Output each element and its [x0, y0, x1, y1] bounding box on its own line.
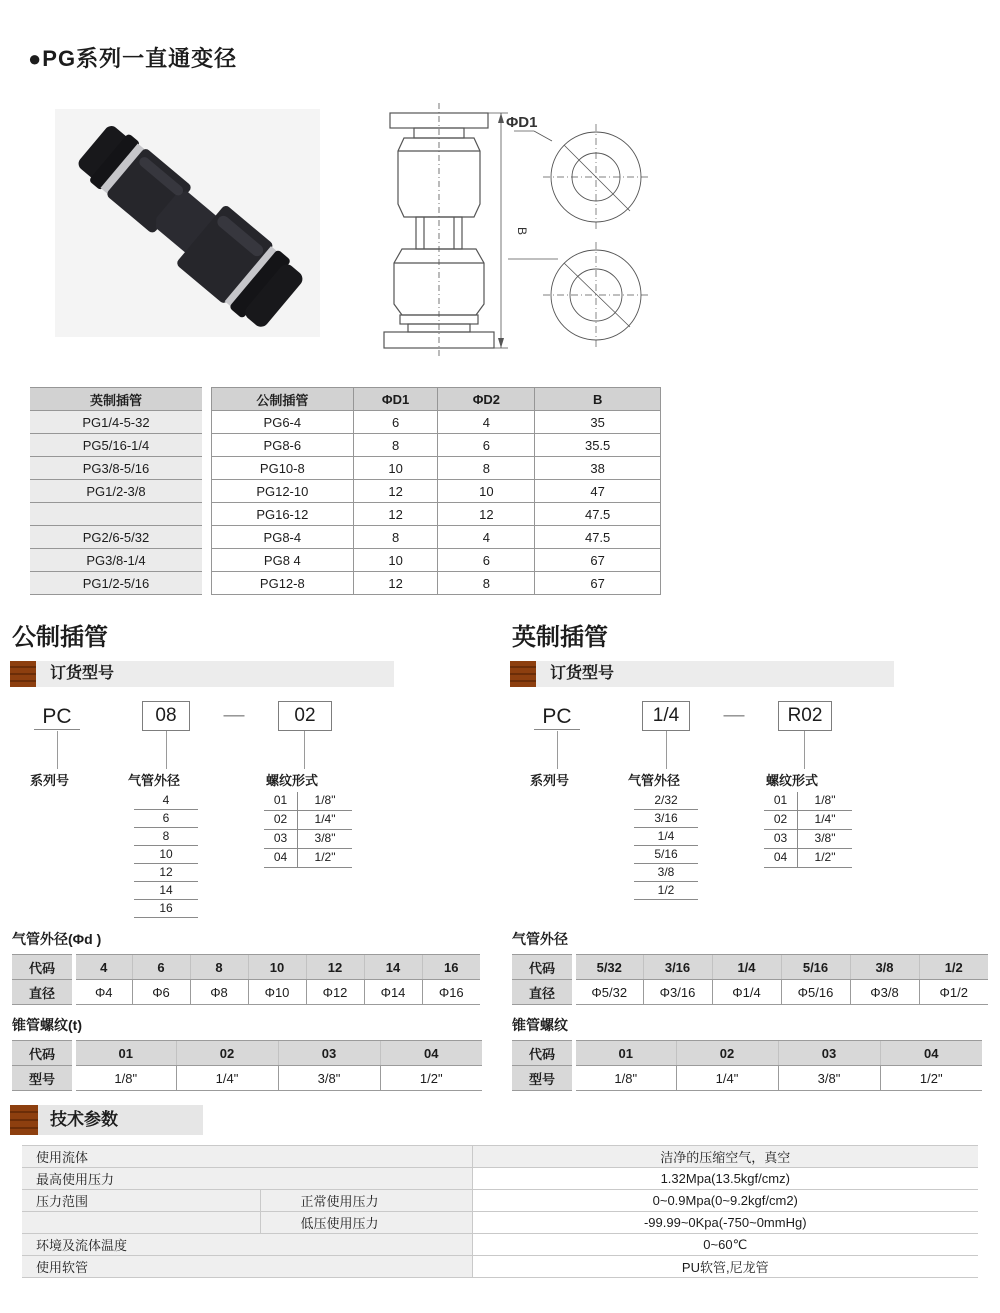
connector-line [804, 731, 805, 769]
table-cell: 1/4" [176, 1066, 278, 1091]
brown-square-icon [510, 661, 536, 687]
thread-table-imperial [512, 1040, 982, 1091]
table-cell: PG3/8-5/16 [30, 457, 202, 480]
order-code-label: 订货型号 [36, 661, 394, 687]
table-cell: 12 [353, 480, 438, 503]
param-value: 1.32Mpa(13.5kgf/cmz) [472, 1168, 978, 1190]
table-cell: Φ16 [422, 980, 480, 1005]
table-cell: Φ10 [248, 980, 306, 1005]
od-option-list [634, 792, 698, 900]
table-cell: 12 [438, 503, 535, 526]
legend-thread: 螺纹形式 [766, 773, 819, 788]
table-cell: 10 [248, 955, 306, 980]
table-cell: 01 [574, 1041, 676, 1066]
table-cell: 47 [535, 480, 661, 503]
table-cell: 4 [438, 411, 535, 434]
table-cell: PG8-6 [212, 434, 354, 457]
od-option: 10 [134, 846, 198, 864]
table-cell: 6 [438, 434, 535, 457]
table-cell: 1/4" [676, 1066, 778, 1091]
table-cell: 5/16 [781, 955, 850, 980]
table-cell: 1/2 [919, 955, 988, 980]
table-cell [30, 503, 202, 526]
brown-square-icon [10, 661, 36, 687]
order-code-band [10, 661, 394, 687]
param-value: 0~0.9Mpa(0~9.2kgf/cm2) [472, 1190, 978, 1212]
table-cell: 8 [353, 434, 438, 457]
table-cell: 8 [438, 457, 535, 480]
thread-size: 1/4" [314, 812, 336, 826]
column-header: ΦD1 [353, 388, 438, 411]
dim-label-d1: ΦD1 [506, 114, 538, 131]
param-value: 洁净的压缩空气，真空 [472, 1146, 978, 1168]
od-table-metric [12, 954, 480, 1005]
code-size-box: 08 [142, 701, 190, 731]
od-table-title-imperial: 气管外径 [512, 931, 568, 947]
thread-size: 1/2" [314, 850, 336, 864]
row-label: 直径 [12, 980, 74, 1005]
table-cell: PG1/2-3/8 [30, 480, 202, 503]
ordering-section [0, 617, 1000, 919]
table-cell: PG10-8 [212, 457, 354, 480]
thread-size: 1/2" [814, 850, 836, 864]
table-cell: Φ4 [74, 980, 132, 1005]
fitting-photo-illustration [55, 109, 320, 337]
table-cell: 10 [353, 457, 438, 480]
table-cell: 3/8" [278, 1066, 380, 1091]
table-cell: 02 [676, 1041, 778, 1066]
code-dash: — [223, 703, 245, 726]
thread-table-title-imperial: 锥管螺纹 [512, 1017, 568, 1033]
table-cell: 47.5 [535, 503, 661, 526]
legend-od: 气管外径 [128, 773, 181, 788]
od-table-imperial [512, 954, 988, 1005]
od-option: 2/32 [634, 792, 698, 810]
table-cell: 16 [422, 955, 480, 980]
table-cell: 04 [880, 1041, 982, 1066]
table-cell: 47.5 [535, 526, 661, 549]
table-cell: PG12-10 [212, 480, 354, 503]
od-option: 16 [134, 900, 198, 918]
table-cell: 38 [535, 457, 661, 480]
table-cell: Φ14 [364, 980, 422, 1005]
table-cell: PG1/2-5/16 [30, 572, 202, 595]
table-cell: PG8-4 [212, 526, 354, 549]
param-sublabel: 正常使用压力 [260, 1190, 472, 1212]
code-thread-box: R02 [778, 701, 832, 731]
thread-code: 03 [764, 830, 798, 848]
column-header: ΦD2 [438, 388, 535, 411]
table-cell: 5/32 [574, 955, 643, 980]
thread-code: 01 [764, 792, 798, 810]
table-cell: 4 [438, 526, 535, 549]
od-option: 3/16 [634, 810, 698, 828]
param-label: 使用流体 [22, 1146, 472, 1168]
metric-ordering [0, 617, 500, 919]
table-cell: 3/8 [850, 955, 919, 980]
code-series: PC [34, 705, 80, 730]
table-cell: 12 [353, 572, 438, 595]
table-cell: Φ5/16 [781, 980, 850, 1005]
technical-drawing [338, 99, 683, 361]
param-value: PU软管,尼龙管 [472, 1256, 978, 1278]
table-cell: 6 [438, 549, 535, 572]
table-cell: 1/8" [74, 1066, 176, 1091]
table-cell: PG2/6-5/32 [30, 526, 202, 549]
param-label: 环境及流体温度 [22, 1234, 472, 1256]
table-cell: 10 [353, 549, 438, 572]
thread-code: 04 [764, 849, 798, 867]
order-code-label: 订货型号 [536, 661, 894, 687]
thread-size: 1/8" [814, 793, 836, 807]
table-cell: Φ12 [306, 980, 364, 1005]
od-option: 5/16 [634, 846, 698, 864]
table-cell: Φ8 [190, 980, 248, 1005]
thread-code: 01 [264, 792, 298, 810]
legend-series: 系列号 [530, 773, 570, 788]
table-cell: 10 [438, 480, 535, 503]
table-cell: PG5/16-1/4 [30, 434, 202, 457]
table-cell: 14 [364, 955, 422, 980]
table-cell: 8 [438, 572, 535, 595]
table-cell: 1/4 [712, 955, 781, 980]
table-cell: Φ5/32 [574, 980, 643, 1005]
spec-table [30, 387, 1000, 595]
od-option: 8 [134, 828, 198, 846]
table-cell: 1/8" [574, 1066, 676, 1091]
param-label: 使用软管 [22, 1256, 472, 1278]
table-cell: 3/8" [778, 1066, 880, 1091]
od-option-list [134, 792, 198, 918]
thread-size: 3/8" [814, 831, 836, 845]
thread-option-list [764, 792, 852, 868]
table-cell: PG12-8 [212, 572, 354, 595]
section-title-metric: 公制插管 [12, 624, 108, 651]
visual-row [55, 99, 1000, 363]
table-cell: Φ3/16 [643, 980, 712, 1005]
product-photo [55, 109, 320, 337]
connector-line [304, 731, 305, 769]
row-label: 代码 [12, 955, 74, 980]
od-option: 1/2 [634, 882, 698, 900]
table-cell: 35 [535, 411, 661, 434]
param-sublabel: 低压使用压力 [260, 1212, 472, 1234]
connector-line [57, 731, 58, 769]
column-header: 英制插管 [30, 388, 202, 411]
connector-line [666, 731, 667, 769]
table-cell: 67 [535, 549, 661, 572]
legend-od: 气管外径 [628, 773, 681, 788]
table-cell: Φ1/2 [919, 980, 988, 1005]
param-value: 0~60℃ [472, 1234, 978, 1256]
table-cell: 3/16 [643, 955, 712, 980]
brown-square-icon [10, 1105, 38, 1135]
param-label: 压力范围 [22, 1190, 260, 1212]
thread-size: 3/8" [314, 831, 336, 845]
table-cell: 8 [190, 955, 248, 980]
thread-tables-row [0, 1007, 1000, 1091]
order-code-band [510, 661, 894, 687]
od-tables-row [0, 921, 1000, 1005]
thread-code: 04 [264, 849, 298, 867]
row-label: 型号 [12, 1066, 74, 1091]
od-option: 4 [134, 792, 198, 810]
row-label: 代码 [512, 955, 574, 980]
thread-table-metric [12, 1040, 482, 1091]
imperial-ordering [500, 617, 1000, 919]
code-series: PC [534, 705, 580, 730]
table-cell: PG1/4-5-32 [30, 411, 202, 434]
table-cell: 12 [353, 503, 438, 526]
table-cell: 6 [132, 955, 190, 980]
od-option: 3/8 [634, 864, 698, 882]
od-option: 6 [134, 810, 198, 828]
param-value: -99.99~0Kpa(-750~0mmHg) [472, 1212, 978, 1234]
row-label: 代码 [12, 1041, 74, 1066]
od-option: 12 [134, 864, 198, 882]
tech-params-title: 技术参数 [38, 1105, 203, 1135]
table-cell: PG16-12 [212, 503, 354, 526]
table-cell: PG3/8-1/4 [30, 549, 202, 572]
thread-size: 1/8" [314, 793, 336, 807]
thread-table-title-metric: 锥管螺纹(t) [12, 1017, 82, 1033]
od-option: 1/4 [634, 828, 698, 846]
column-header: B [535, 388, 661, 411]
table-cell: Φ3/8 [850, 980, 919, 1005]
table-cell: 6 [353, 411, 438, 434]
code-dash: — [723, 703, 745, 726]
thread-size: 1/4" [814, 812, 836, 826]
od-table-title-metric: 气管外径(Φd ) [12, 931, 102, 947]
table-cell: 1/2" [380, 1066, 482, 1091]
page-title: ●PG系列一直通变径 [28, 46, 238, 71]
table-cell: 67 [535, 572, 661, 595]
table-cell: 03 [278, 1041, 380, 1066]
tech-params-band [10, 1105, 1000, 1135]
connector-line [557, 731, 558, 769]
legend-series: 系列号 [30, 773, 70, 788]
table-cell: 1/2" [880, 1066, 982, 1091]
code-size-box: 1/4 [642, 701, 690, 731]
table-cell: PG6-4 [212, 411, 354, 434]
tech-params-table [22, 1145, 978, 1278]
table-cell: 04 [380, 1041, 482, 1066]
table-cell: 01 [74, 1041, 176, 1066]
table-cell: 12 [306, 955, 364, 980]
od-option: 14 [134, 882, 198, 900]
row-label: 型号 [512, 1066, 574, 1091]
legend-thread: 螺纹形式 [266, 773, 319, 788]
thread-option-list [264, 792, 352, 868]
table-cell: PG8 4 [212, 549, 354, 572]
table-cell: 02 [176, 1041, 278, 1066]
param-label [22, 1212, 260, 1234]
section-title-imperial: 英制插管 [512, 624, 608, 651]
table-cell: Φ1/4 [712, 980, 781, 1005]
table-cell: 03 [778, 1041, 880, 1066]
connector-line [166, 731, 167, 769]
table-cell: 8 [353, 526, 438, 549]
code-thread-box: 02 [278, 701, 332, 731]
table-cell: 35.5 [535, 434, 661, 457]
row-label: 代码 [512, 1041, 574, 1066]
dim-label-b: B [515, 227, 529, 236]
thread-code: 03 [264, 830, 298, 848]
table-cell: 4 [74, 955, 132, 980]
column-header: 公制插管 [212, 388, 354, 411]
param-label: 最高使用压力 [22, 1168, 472, 1190]
thread-code: 02 [264, 811, 298, 829]
thread-code: 02 [764, 811, 798, 829]
row-label: 直径 [512, 980, 574, 1005]
table-cell: Φ6 [132, 980, 190, 1005]
